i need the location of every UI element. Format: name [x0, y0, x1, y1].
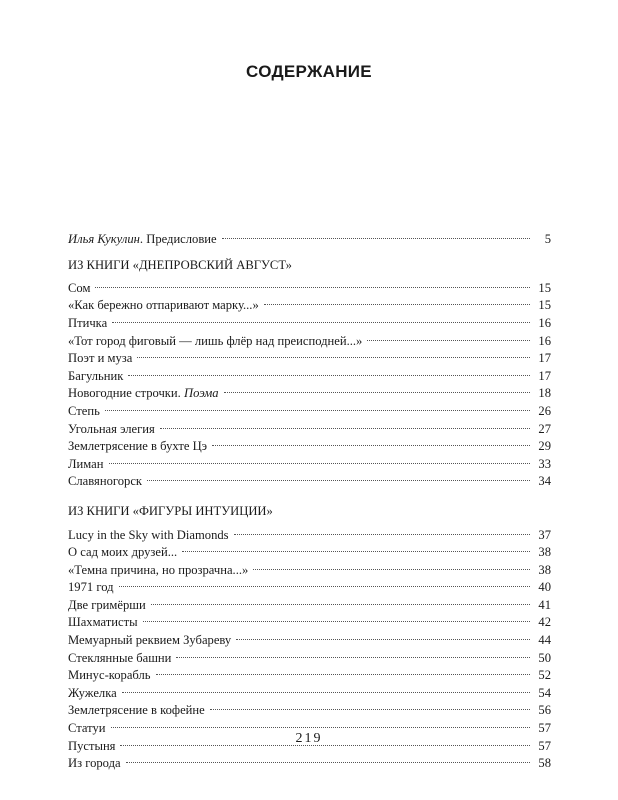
section-heading: ИЗ КНИГИ «ДНЕПРОВСКИЙ АВГУСТ»: [68, 257, 292, 272]
dot-leader: [208, 697, 532, 715]
toc-entry: [68, 609, 551, 630]
dot-leader: [126, 362, 532, 380]
page-number: 16: [538, 315, 551, 330]
toc-entry: [68, 626, 551, 648]
dot-leader: [251, 556, 532, 574]
page-number: 17: [538, 368, 551, 383]
toc-entry: [68, 274, 551, 295]
page-number: 33: [538, 456, 551, 471]
entry-title: Землетрясение в бухте Цэ: [68, 439, 208, 454]
dot-leader: [107, 450, 533, 468]
intro-title: . Предисловие: [139, 231, 217, 246]
entry-title: Жужелка: [68, 685, 117, 700]
entry-title: Статуи: [68, 721, 106, 736]
entry-title: Степь: [68, 403, 100, 418]
entry-title: Новогодние строчки.: [68, 386, 184, 401]
entry-title: «Как бережно отпаривают марку...»: [68, 298, 259, 313]
toc-entry-intro: [68, 225, 551, 246]
toc-entry: [68, 345, 551, 366]
page-number: 57: [538, 721, 551, 736]
toc-entry: [68, 415, 551, 436]
entry-title: Две гримёрши: [68, 597, 146, 612]
dot-leader: [110, 309, 532, 327]
dot-leader: [210, 433, 532, 451]
dot-leader: [154, 662, 532, 680]
dot-leader: [141, 609, 532, 627]
dot-leader: [120, 679, 532, 697]
dot-leader: [234, 626, 532, 644]
dot-leader: [145, 468, 532, 486]
toc-entry: [68, 714, 551, 736]
entry-title: Птичка: [68, 315, 108, 330]
page-folio: 219: [295, 731, 323, 746]
entry-title: Минус-корабль: [68, 668, 151, 683]
page-number: 29: [538, 439, 551, 454]
toc-entry: [68, 327, 551, 348]
entry-title: Из города: [68, 756, 121, 771]
toc-entry: [68, 750, 551, 771]
dot-leader: [103, 397, 532, 415]
toc-entry: [68, 591, 551, 612]
page-number: 15: [538, 280, 551, 295]
entry-title: Землетрясение в кофейне: [68, 703, 205, 718]
page-number: 42: [538, 615, 551, 630]
page-number: 16: [538, 333, 551, 348]
entry-title: Стеклянные башни: [68, 650, 172, 665]
entry-title: Сом: [68, 280, 91, 295]
page-number: 37: [538, 527, 551, 542]
dot-leader: [232, 521, 532, 539]
dot-leader: [124, 750, 532, 768]
dot-leader: [222, 380, 532, 398]
entry-title: О сад моих друзей...: [68, 545, 178, 560]
dot-leader: [158, 415, 532, 433]
toc-entry: [68, 521, 551, 542]
page-number: 26: [538, 403, 551, 418]
page-number: 52: [538, 668, 551, 683]
dot-leader: [174, 644, 532, 662]
toc-entry: [68, 468, 551, 489]
page-number: 34: [538, 474, 551, 489]
toc-entry: [68, 697, 551, 718]
toc-entry: [68, 362, 551, 383]
page-number: 41: [538, 597, 551, 612]
entry-genre: Поэма: [183, 386, 219, 401]
page-number: 44: [538, 633, 551, 648]
page-number: 38: [538, 545, 551, 560]
entry-title: Багульник: [68, 368, 124, 383]
entry-title: Лиман: [68, 456, 104, 471]
page-number: 50: [538, 650, 551, 665]
dot-leader: [109, 714, 532, 732]
dot-leader: [93, 274, 532, 292]
toc-sections: [68, 257, 551, 771]
entry-title: Шахматисты: [68, 615, 138, 630]
toc-entry: [68, 397, 551, 418]
dot-leader: [220, 225, 532, 243]
page-number: 5: [544, 231, 551, 246]
toc-entry: [68, 574, 551, 595]
page-number: 18: [538, 386, 551, 401]
page-number: 58: [538, 756, 551, 771]
dot-leader: [365, 327, 532, 345]
page-number: 17: [538, 351, 551, 366]
table-of-contents: [68, 225, 551, 771]
entry-title: Угольная элегия: [68, 421, 155, 436]
entry-title: Славяногорск: [68, 474, 143, 489]
entry-title: «Тот город фиговый — лишь флёр над преисподней...»: [68, 333, 363, 348]
dot-leader: [135, 345, 532, 363]
toc-entry: [68, 292, 551, 313]
entry-title: Lucy in the Sky with Diamonds: [68, 527, 229, 542]
dot-leader: [149, 591, 532, 609]
page-number: 56: [538, 703, 551, 718]
entry-title: Поэт и муза: [68, 351, 133, 366]
dot-leader: [262, 292, 532, 310]
page-number: 38: [538, 562, 551, 577]
page-number: 15: [538, 298, 551, 313]
dot-leader: [180, 539, 532, 557]
dot-leader: [117, 574, 532, 592]
toc-entry: [68, 450, 551, 471]
intro-author: Илья Кукулин: [68, 231, 140, 246]
entry-title: Пустыня: [68, 738, 116, 753]
section-heading: ИЗ КНИГИ «ФИГУРЫ ИНТУИЦИИ»: [68, 504, 273, 519]
page-title: СОДЕРЖАНИЕ: [246, 62, 372, 81]
toc-entry: [68, 679, 551, 700]
entry-title: Мемуарный реквием Зубареву: [68, 633, 232, 648]
entry-title: «Темна причина, но прозрачна...»: [68, 562, 249, 577]
entry-title: 1971 год: [68, 580, 114, 595]
page-number: 27: [538, 421, 551, 436]
toc-entry: [68, 380, 551, 401]
toc-entry: [68, 309, 551, 330]
page-number: 54: [538, 685, 551, 700]
page-number: 40: [538, 580, 551, 595]
page-number: 57: [538, 738, 551, 753]
